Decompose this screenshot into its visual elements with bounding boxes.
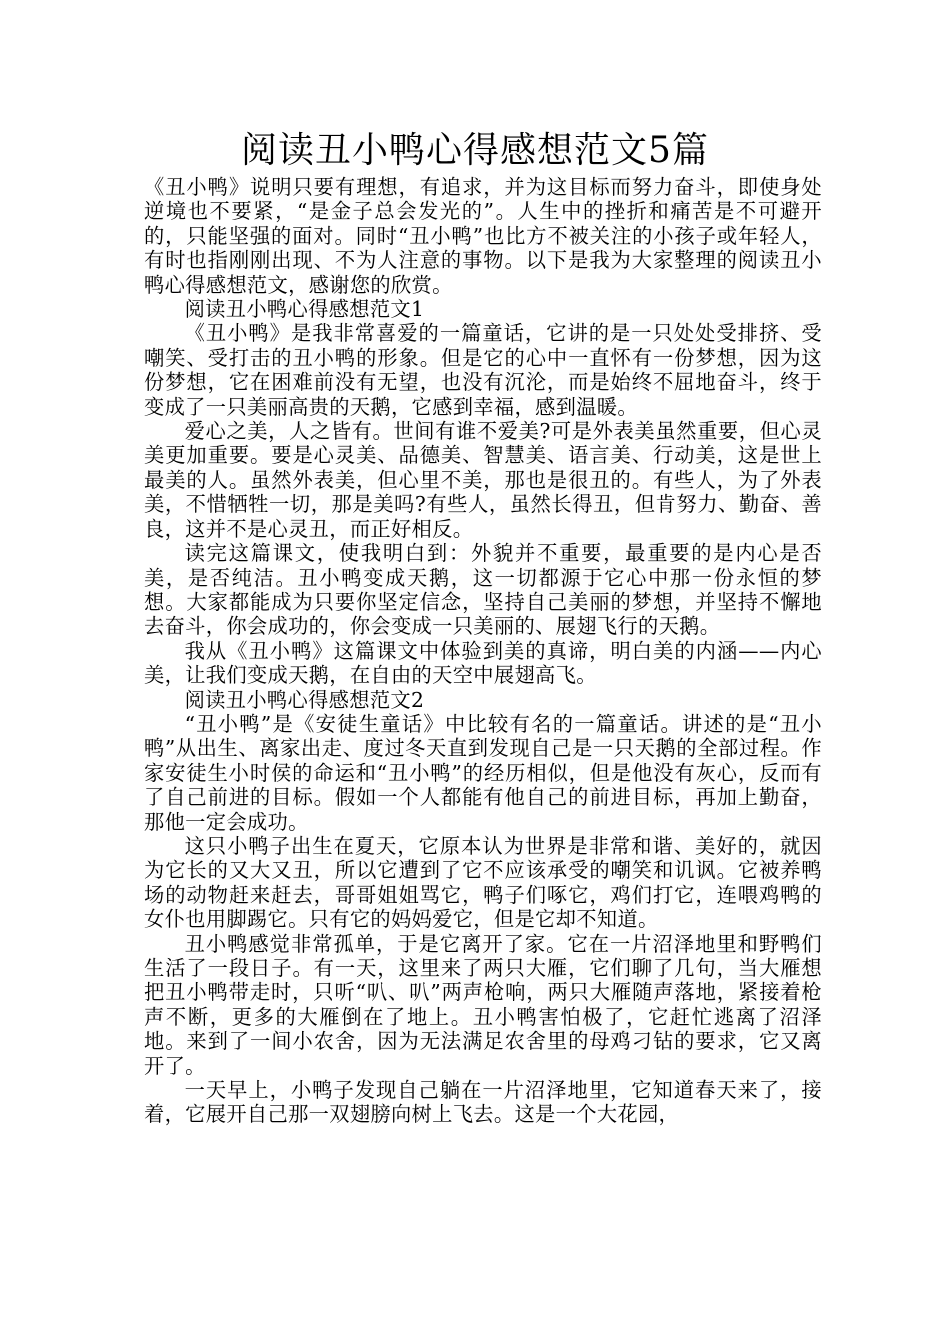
body-paragraph: “丑小鸭”是《安徒生童话》中比较有名的一篇童话。讲述的是“丑小鸭”从出生、离家出走、度过冬天直到发现自己是一只天鹅的全部过程。作家安徒生小时侯的命运和“丑小鸭”的经历相似，但是他没有灰心，反而有了自己前进的目标。假如一个人都能有他自己的前进目标，再加上勤奋，那他一定会成功。 (144, 711, 822, 834)
intro-paragraph: 《丑小鸭》说明只要有理想，有追求，并为这目标而努力奋斗，即使身处逆境也不要紧，“是金子总会发光的”。人生中的挫折和痛苦是不可避开的，只能坚强的面对。同时“丑小鸭”也比方不被关注的小孩子或年轻人，有时也指刚刚出现、不为人注意的事物。以下是我为大家整理的阅读丑小鸭心得感想范文，感谢您的欣赏。 (144, 175, 822, 297)
section-heading-2: 阅读丑小鸭心得感想范文2 (184, 687, 425, 712)
body-paragraph: 我从《丑小鸭》这篇课文中体验到美的真谛，明白美的内涵——内心美，让我们变成天鹅，在自由的天空中展翅高飞。 (144, 638, 822, 688)
document-title: 阅读丑小鸭心得感想范文5篇 (241, 130, 709, 171)
document-body (144, 175, 822, 1127)
section-heading-1: 阅读丑小鸭心得感想范文1 (184, 297, 425, 322)
body-paragraph: 爱心之美，人之皆有。世间有谁不爱美?可是外表美虽然重要，但心灵美更加重要。要是心灵美、品德美、智慧美、语言美、行动美，这是世上最美的人。虽然外表美，但心里不美，那也是很丑的。有些人，为了外表美，不惜牺牲一切，那是美吗?有些人，虽然长得丑，但肯努力、勤奋、善良，这并不是心灵丑，而正好相反。 (144, 419, 822, 541)
body-paragraph: 读完这篇课文，使我明白到：外貌并不重要，最重要的是内心是否美，是否纯洁。丑小鸭变成天鹅，这一切都源于它心中那一份永恒的梦想。大家都能成为只要你坚定信念，坚持自己美丽的梦想，并坚持不懈地去奋斗，你会成功的，你会变成一只美丽的、展翅飞行的天鹅。 (144, 541, 822, 639)
body-paragraph: 丑小鸭感觉非常孤单，于是它离开了家。它在一片沼泽地里和野鸭们生活了一段日子。有一天，这里来了两只大雁，它们聊了几句，当大雁想把丑小鸭带走时，只听“叭、叭”两声枪响，两只大雁随声落地，紧接着枪声不断，更多的大雁倒在了地上。丑小鸭害怕极了，它赶忙逃离了沼泽地。来到了一间小农舍，因为无法满足农舍里的母鸡刁钻的要求，它又离开了。 (144, 931, 822, 1078)
body-paragraph: 一天早上，小鸭子发现自己躺在一片沼泽地里，它知道春天来了，接着，它展开自己那一双翅膀向树上飞去。这是一个大花园， (144, 1078, 822, 1127)
body-paragraph: 《丑小鸭》是我非常喜爱的一篇童话，它讲的是一只处处受排挤、受嘲笑、受打击的丑小鸭的形象。但是它的心中一直怀有一份梦想，因为这份梦想，它在困难前没有无望，也没有沉沦，而是始终不屈地奋斗，终于变成了一只美丽高贵的天鹅，它感到幸福，感到温暖。 (144, 321, 822, 419)
body-paragraph: 这只小鸭子出生在夏天，它原本认为世界是非常和谐、美好的，就因为它长的又大又丑，所以它遭到了它不应该承受的嘲笑和讥讽。它被养鸭场的动物赶来赶去，哥哥姐姐骂它，鸭子们啄它，鸡们打它，连喂鸡鸭的女仆也用脚踢它。只有它的妈妈爱它，但是它却不知道。 (144, 833, 822, 932)
